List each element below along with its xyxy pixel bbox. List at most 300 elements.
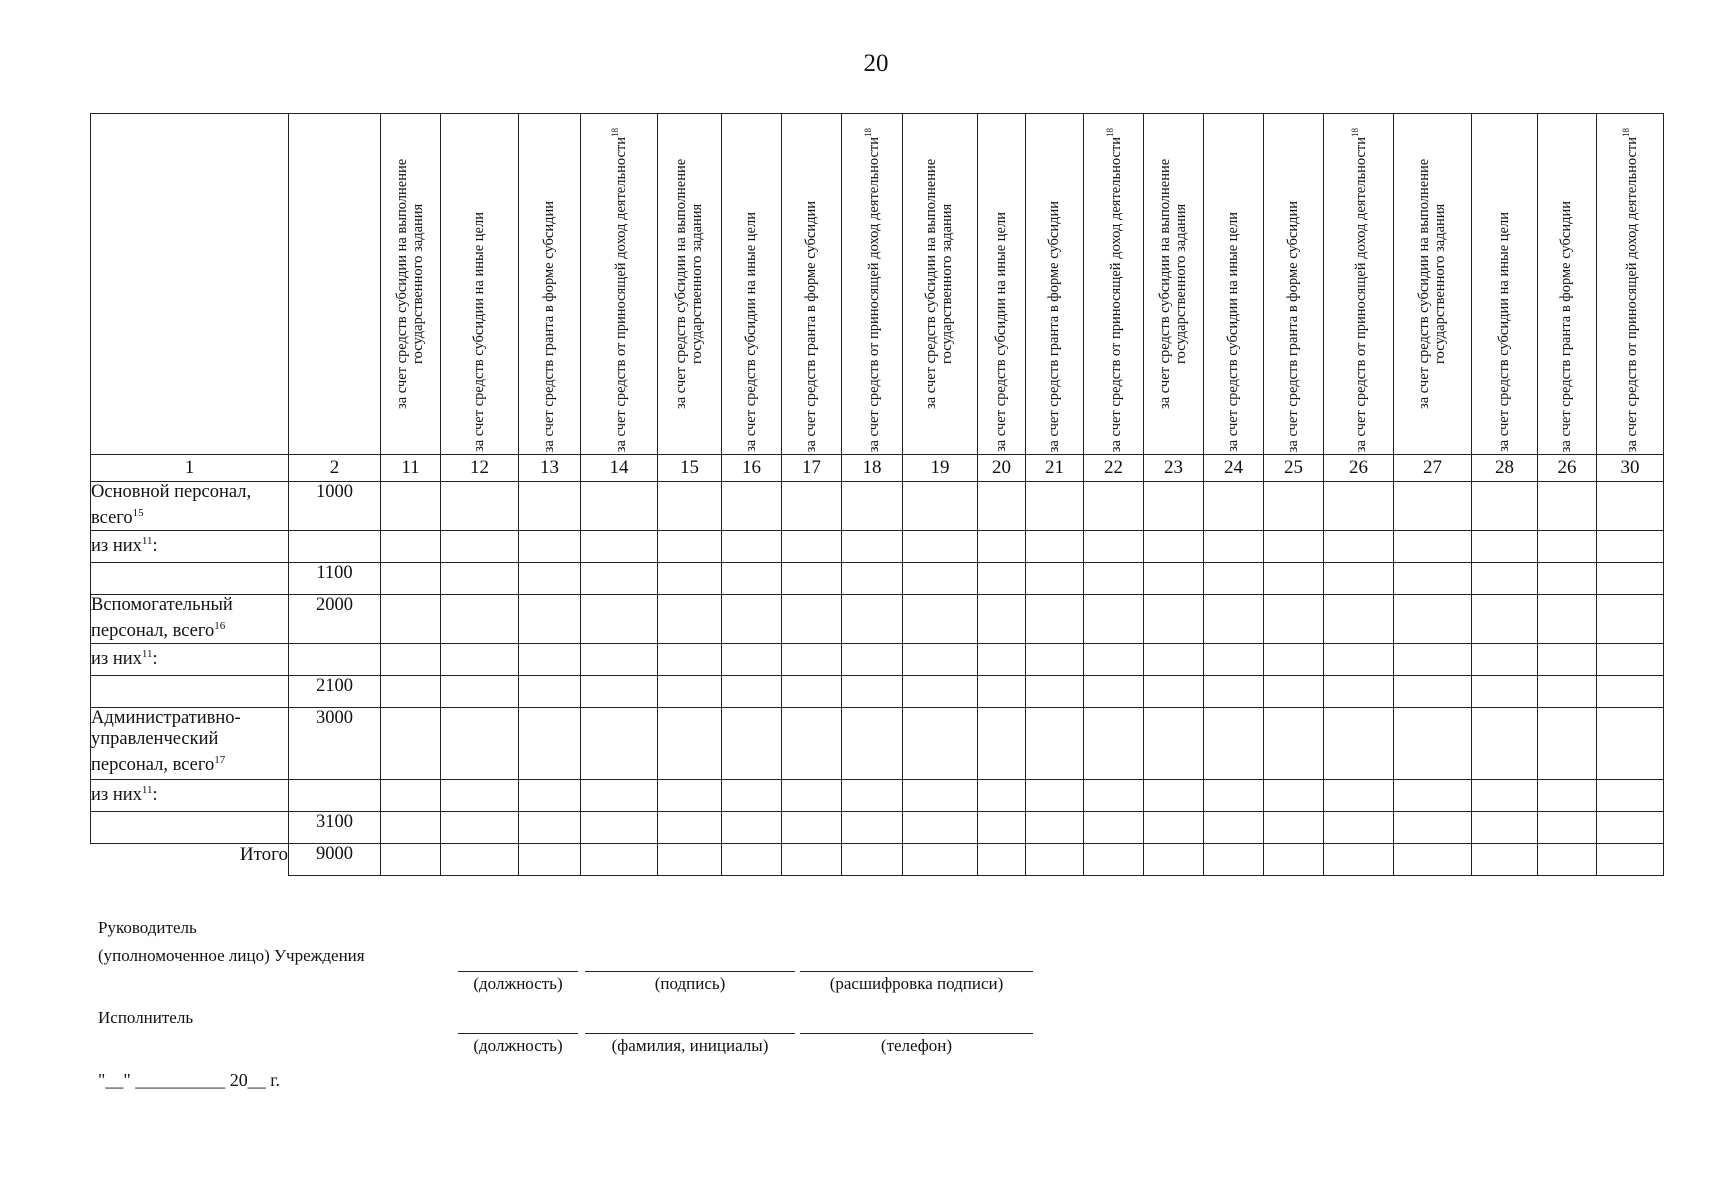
data-cell[interactable] bbox=[1026, 563, 1084, 595]
header-col-text: за счет средств гранта в форме субсидии bbox=[1045, 200, 1062, 452]
data-cell[interactable] bbox=[1204, 563, 1264, 595]
data-cell[interactable] bbox=[1394, 482, 1472, 531]
data-cell[interactable] bbox=[381, 708, 441, 780]
column-number: 11 bbox=[381, 455, 441, 482]
data-cell[interactable] bbox=[1264, 844, 1324, 876]
header-col-21 bbox=[1538, 114, 1597, 455]
data-cell[interactable] bbox=[581, 563, 658, 595]
data-cell[interactable] bbox=[903, 531, 978, 563]
data-cell[interactable] bbox=[441, 708, 519, 780]
executor-name-caption: (фамилия, инициалы) bbox=[585, 1033, 795, 1056]
header-col-15 bbox=[1144, 114, 1204, 455]
data-cell[interactable] bbox=[658, 531, 722, 563]
data-cell[interactable] bbox=[1394, 812, 1472, 844]
data-cell[interactable] bbox=[1026, 844, 1084, 876]
header-col-text: за счет средств от приносящей доход деятельности$^{18}$ bbox=[1349, 127, 1369, 452]
data-cell[interactable] bbox=[1144, 708, 1204, 780]
data-cell[interactable] bbox=[1084, 595, 1144, 644]
data-cell[interactable] bbox=[1144, 676, 1204, 708]
data-cell[interactable] bbox=[1597, 482, 1664, 531]
data-cell[interactable] bbox=[1264, 595, 1324, 644]
header-col-text: за счет средств субсидии на выполнение государственного задания bbox=[393, 158, 426, 410]
data-cell[interactable] bbox=[782, 644, 842, 676]
data-cell[interactable] bbox=[1394, 708, 1472, 780]
data-cell[interactable] bbox=[1084, 644, 1144, 676]
data-cell[interactable] bbox=[1026, 482, 1084, 531]
total-code: 9000 bbox=[289, 844, 381, 876]
data-cell[interactable] bbox=[722, 644, 782, 676]
row-code: 2000 bbox=[289, 595, 381, 644]
data-cell[interactable] bbox=[978, 812, 1026, 844]
row-label: Основной персонал, всего$^{15}$ bbox=[91, 482, 289, 531]
data-cell[interactable] bbox=[381, 844, 441, 876]
header-col-7 bbox=[658, 114, 722, 455]
data-cell[interactable] bbox=[842, 482, 903, 531]
column-number: 24 bbox=[1204, 455, 1264, 482]
data-cell[interactable] bbox=[519, 812, 581, 844]
data-cell[interactable] bbox=[1394, 531, 1472, 563]
header-col-text: за счет средств от приносящей доход деятельности$^{18}$ bbox=[1621, 127, 1640, 452]
data-cell[interactable] bbox=[903, 563, 978, 595]
data-cell[interactable] bbox=[1084, 812, 1144, 844]
header-col-11 bbox=[903, 114, 978, 455]
data-cell[interactable] bbox=[978, 531, 1026, 563]
data-cell[interactable] bbox=[903, 844, 978, 876]
header-col-text: за счет средств субсидии на выполнение государственного задания bbox=[672, 158, 705, 410]
header-col-text: за счет средств от приносящей доход деятельности$^{18}$ bbox=[1104, 127, 1124, 452]
data-cell[interactable] bbox=[1084, 531, 1144, 563]
data-cell[interactable] bbox=[1026, 531, 1084, 563]
data-cell[interactable] bbox=[1394, 844, 1472, 876]
column-number: 28 bbox=[1472, 455, 1538, 482]
data-cell[interactable] bbox=[519, 563, 581, 595]
header-col-16 bbox=[1204, 114, 1264, 455]
data-cell[interactable] bbox=[1026, 644, 1084, 676]
data-cell[interactable] bbox=[1144, 531, 1204, 563]
row-code bbox=[289, 531, 381, 563]
data-cell[interactable] bbox=[978, 676, 1026, 708]
data-cell[interactable] bbox=[1144, 812, 1204, 844]
data-cell[interactable] bbox=[903, 644, 978, 676]
data-cell[interactable] bbox=[1597, 531, 1664, 563]
data-cell[interactable] bbox=[1264, 812, 1324, 844]
row-label: из них$^{11}$: bbox=[91, 644, 289, 676]
staff-form-table bbox=[90, 113, 1664, 876]
data-cell[interactable] bbox=[782, 812, 842, 844]
data-cell[interactable] bbox=[1597, 812, 1664, 844]
data-cell[interactable] bbox=[903, 780, 978, 812]
data-cell[interactable] bbox=[658, 780, 722, 812]
data-cell[interactable] bbox=[1264, 644, 1324, 676]
data-cell[interactable] bbox=[1264, 482, 1324, 531]
data-cell[interactable] bbox=[519, 644, 581, 676]
data-cell[interactable] bbox=[903, 676, 978, 708]
data-cell[interactable] bbox=[1538, 780, 1597, 812]
head-position-caption: (должность) bbox=[458, 971, 578, 994]
row-code bbox=[289, 644, 381, 676]
column-number: 21 bbox=[1026, 455, 1084, 482]
data-cell[interactable] bbox=[519, 531, 581, 563]
data-cell[interactable] bbox=[519, 595, 581, 644]
head-label-line2: (уполномоченное лицо) Учреждения bbox=[98, 946, 365, 965]
data-cell[interactable] bbox=[441, 563, 519, 595]
data-cell[interactable] bbox=[381, 531, 441, 563]
data-cell[interactable] bbox=[519, 482, 581, 531]
column-number: 26 bbox=[1324, 455, 1394, 482]
data-cell[interactable] bbox=[903, 482, 978, 531]
data-cell[interactable] bbox=[1084, 844, 1144, 876]
header-col-13 bbox=[1026, 114, 1084, 455]
data-cell[interactable] bbox=[1144, 563, 1204, 595]
data-cell[interactable] bbox=[722, 844, 782, 876]
header-col-text: за счет средств гранта в форме субсидии bbox=[1558, 200, 1574, 452]
data-cell[interactable] bbox=[722, 482, 782, 531]
data-cell[interactable] bbox=[519, 780, 581, 812]
data-cell[interactable] bbox=[722, 531, 782, 563]
data-cell[interactable] bbox=[1472, 563, 1538, 595]
head-label bbox=[98, 918, 365, 966]
column-number: 20 bbox=[978, 455, 1026, 482]
data-cell[interactable] bbox=[1394, 595, 1472, 644]
table-row bbox=[91, 531, 1664, 563]
data-cell[interactable] bbox=[1597, 844, 1664, 876]
data-cell[interactable] bbox=[1084, 482, 1144, 531]
header-col-text: за счет средств гранта в форме субсидии bbox=[1284, 200, 1301, 452]
data-cell[interactable] bbox=[978, 482, 1026, 531]
header-col-22 bbox=[1597, 114, 1664, 455]
data-cell[interactable] bbox=[1472, 482, 1538, 531]
data-cell[interactable] bbox=[658, 844, 722, 876]
data-cell[interactable] bbox=[658, 644, 722, 676]
data-cell[interactable] bbox=[1597, 644, 1664, 676]
data-cell[interactable] bbox=[581, 844, 658, 876]
data-cell[interactable] bbox=[722, 780, 782, 812]
data-cell[interactable] bbox=[1394, 563, 1472, 595]
data-cell[interactable] bbox=[581, 676, 658, 708]
data-cell[interactable] bbox=[1394, 676, 1472, 708]
data-cell[interactable] bbox=[658, 812, 722, 844]
data-cell[interactable] bbox=[1084, 780, 1144, 812]
header-col-text: за счет средств от приносящей доход деятельности$^{18}$ bbox=[610, 127, 629, 452]
data-cell[interactable] bbox=[441, 676, 519, 708]
data-cell[interactable] bbox=[842, 708, 903, 780]
data-cell[interactable] bbox=[658, 676, 722, 708]
column-number: 26 bbox=[1538, 455, 1597, 482]
page-number: 20 bbox=[863, 50, 889, 77]
data-cell[interactable] bbox=[1324, 482, 1394, 531]
column-number: 14 bbox=[581, 455, 658, 482]
executor-label: Исполнитель bbox=[98, 1008, 194, 1027]
data-cell[interactable] bbox=[581, 708, 658, 780]
data-cell[interactable] bbox=[722, 676, 782, 708]
header-col-4 bbox=[441, 114, 519, 455]
data-cell[interactable] bbox=[842, 812, 903, 844]
data-cell[interactable] bbox=[1204, 482, 1264, 531]
table-row bbox=[91, 780, 1664, 812]
data-cell[interactable] bbox=[1026, 676, 1084, 708]
data-cell[interactable] bbox=[658, 563, 722, 595]
data-cell[interactable] bbox=[903, 812, 978, 844]
data-cell[interactable] bbox=[1324, 644, 1394, 676]
data-cell[interactable] bbox=[1597, 708, 1664, 780]
header-col-20 bbox=[1472, 114, 1538, 455]
data-cell[interactable] bbox=[581, 531, 658, 563]
data-cell[interactable] bbox=[842, 676, 903, 708]
row-code: 3100 bbox=[289, 812, 381, 844]
header-col-19 bbox=[1394, 114, 1472, 455]
header-col-text: за счет средств субсидии на выполнение государственного задания bbox=[1415, 158, 1448, 410]
header-col-12 bbox=[978, 114, 1026, 455]
head-signature-caption: (подпись) bbox=[585, 971, 795, 994]
data-cell[interactable] bbox=[978, 563, 1026, 595]
data-cell[interactable] bbox=[1144, 780, 1204, 812]
data-cell[interactable] bbox=[842, 595, 903, 644]
data-cell[interactable] bbox=[441, 780, 519, 812]
column-number: 25 bbox=[1264, 455, 1324, 482]
data-cell[interactable] bbox=[441, 531, 519, 563]
data-cell[interactable] bbox=[1204, 708, 1264, 780]
data-cell[interactable] bbox=[1472, 780, 1538, 812]
data-cell[interactable] bbox=[842, 563, 903, 595]
data-cell[interactable] bbox=[978, 644, 1026, 676]
data-cell[interactable] bbox=[519, 844, 581, 876]
column-number: 23 bbox=[1144, 455, 1204, 482]
data-cell[interactable] bbox=[441, 595, 519, 644]
data-cell[interactable] bbox=[1597, 595, 1664, 644]
table-header-row bbox=[91, 114, 1664, 455]
column-number: 12 bbox=[441, 455, 519, 482]
data-cell[interactable] bbox=[782, 844, 842, 876]
data-cell[interactable] bbox=[978, 844, 1026, 876]
table-row bbox=[91, 812, 1664, 844]
column-number: 17 bbox=[782, 455, 842, 482]
data-cell[interactable] bbox=[519, 708, 581, 780]
table-row bbox=[91, 644, 1664, 676]
data-cell[interactable] bbox=[1204, 676, 1264, 708]
data-cell[interactable] bbox=[381, 644, 441, 676]
data-cell[interactable] bbox=[581, 595, 658, 644]
header-col-text: за счет средств субсидии на иные цели bbox=[470, 212, 487, 452]
data-cell[interactable] bbox=[581, 482, 658, 531]
data-cell[interactable] bbox=[1394, 644, 1472, 676]
table-row bbox=[91, 676, 1664, 708]
data-cell[interactable] bbox=[722, 708, 782, 780]
data-cell[interactable] bbox=[1597, 676, 1664, 708]
data-cell[interactable] bbox=[1324, 812, 1394, 844]
data-cell[interactable] bbox=[782, 708, 842, 780]
data-cell[interactable] bbox=[1264, 708, 1324, 780]
data-cell[interactable] bbox=[1264, 531, 1324, 563]
row-label: из них$^{11}$: bbox=[91, 780, 289, 812]
row-code: 2100 bbox=[289, 676, 381, 708]
row-code: 3000 bbox=[289, 708, 381, 780]
data-cell[interactable] bbox=[842, 844, 903, 876]
header-col-text: за счет средств субсидии на выполнение государственного задания bbox=[923, 158, 955, 410]
data-cell[interactable] bbox=[722, 563, 782, 595]
column-number: 2 bbox=[289, 455, 381, 482]
data-cell[interactable] bbox=[1538, 563, 1597, 595]
data-cell[interactable] bbox=[381, 482, 441, 531]
data-cell[interactable] bbox=[842, 531, 903, 563]
row-code: 1100 bbox=[289, 563, 381, 595]
executor-phone-caption: (телефон) bbox=[800, 1033, 1033, 1056]
table-row bbox=[91, 482, 1664, 531]
data-cell[interactable] bbox=[658, 708, 722, 780]
data-cell[interactable] bbox=[1597, 780, 1664, 812]
data-cell[interactable] bbox=[1144, 644, 1204, 676]
header-col-text: за счет средств гранта в форме субсидии bbox=[540, 200, 557, 452]
data-cell[interactable] bbox=[1264, 563, 1324, 595]
header-col-text: за счет средств субсидии на выполнение государственного задания bbox=[1156, 158, 1189, 410]
data-cell[interactable] bbox=[1324, 676, 1394, 708]
data-cell[interactable] bbox=[1204, 531, 1264, 563]
data-cell[interactable] bbox=[1324, 595, 1394, 644]
data-cell[interactable] bbox=[381, 676, 441, 708]
column-number: 15 bbox=[658, 455, 722, 482]
data-cell[interactable] bbox=[1084, 676, 1144, 708]
row-code: 1000 bbox=[289, 482, 381, 531]
data-cell[interactable] bbox=[1324, 708, 1394, 780]
data-cell[interactable] bbox=[1472, 708, 1538, 780]
data-cell[interactable] bbox=[1324, 780, 1394, 812]
data-cell[interactable] bbox=[381, 595, 441, 644]
data-cell[interactable] bbox=[1144, 595, 1204, 644]
data-cell[interactable] bbox=[1472, 812, 1538, 844]
total-label: Итого bbox=[91, 844, 289, 876]
header-col-text: за счет средств субсидии на иные цели bbox=[992, 212, 1009, 452]
column-number: 27 bbox=[1394, 455, 1472, 482]
row-label: Вспомогательный персонал, всего$^{16}$ bbox=[91, 595, 289, 644]
data-cell[interactable] bbox=[842, 644, 903, 676]
data-cell[interactable] bbox=[1472, 844, 1538, 876]
data-cell[interactable] bbox=[1026, 595, 1084, 644]
header-col-3 bbox=[381, 114, 441, 455]
data-cell[interactable] bbox=[1026, 708, 1084, 780]
data-cell[interactable] bbox=[1204, 644, 1264, 676]
data-cell[interactable] bbox=[722, 812, 782, 844]
data-cell[interactable] bbox=[658, 482, 722, 531]
data-cell[interactable] bbox=[1324, 563, 1394, 595]
data-cell[interactable] bbox=[441, 482, 519, 531]
data-cell[interactable] bbox=[1472, 676, 1538, 708]
data-cell[interactable] bbox=[842, 780, 903, 812]
header-col-17 bbox=[1264, 114, 1324, 455]
data-cell[interactable] bbox=[782, 676, 842, 708]
data-cell[interactable] bbox=[1144, 844, 1204, 876]
data-cell[interactable] bbox=[1538, 482, 1597, 531]
total-row bbox=[91, 844, 1664, 876]
data-cell[interactable] bbox=[1538, 708, 1597, 780]
data-cell[interactable] bbox=[581, 644, 658, 676]
data-cell[interactable] bbox=[1538, 644, 1597, 676]
data-cell[interactable] bbox=[1204, 595, 1264, 644]
executor-position-caption: (должность) bbox=[458, 1033, 578, 1056]
data-cell[interactable] bbox=[1472, 595, 1538, 644]
header-col-8 bbox=[722, 114, 782, 455]
data-cell[interactable] bbox=[1204, 812, 1264, 844]
data-cell[interactable] bbox=[1144, 482, 1204, 531]
header-col-14 bbox=[1084, 114, 1144, 455]
data-cell[interactable] bbox=[722, 595, 782, 644]
data-cell[interactable] bbox=[441, 644, 519, 676]
header-col-text: за счет средств гранта в форме субсидии bbox=[802, 200, 819, 452]
data-cell[interactable] bbox=[1026, 812, 1084, 844]
column-number: 19 bbox=[903, 455, 978, 482]
data-cell[interactable] bbox=[658, 595, 722, 644]
data-cell[interactable] bbox=[1538, 676, 1597, 708]
data-cell[interactable] bbox=[782, 563, 842, 595]
data-cell[interactable] bbox=[441, 812, 519, 844]
header-col-text: за счет средств субсидии на иные цели bbox=[1224, 212, 1241, 452]
row-label bbox=[91, 563, 289, 595]
data-cell[interactable] bbox=[903, 708, 978, 780]
data-cell[interactable] bbox=[782, 595, 842, 644]
data-cell[interactable] bbox=[1084, 563, 1144, 595]
data-cell[interactable] bbox=[782, 780, 842, 812]
data-cell[interactable] bbox=[978, 595, 1026, 644]
header-col-6 bbox=[581, 114, 658, 455]
header-col-18 bbox=[1324, 114, 1394, 455]
data-cell[interactable] bbox=[1597, 563, 1664, 595]
data-cell[interactable] bbox=[903, 595, 978, 644]
data-cell[interactable] bbox=[1324, 531, 1394, 563]
table-row bbox=[91, 563, 1664, 595]
data-cell[interactable] bbox=[978, 780, 1026, 812]
data-cell[interactable] bbox=[1538, 595, 1597, 644]
data-cell[interactable] bbox=[581, 812, 658, 844]
data-cell[interactable] bbox=[978, 708, 1026, 780]
data-cell[interactable] bbox=[441, 844, 519, 876]
column-number: 22 bbox=[1084, 455, 1144, 482]
data-cell[interactable] bbox=[381, 780, 441, 812]
head-label-line1: Руководитель bbox=[98, 918, 197, 937]
row-label bbox=[91, 812, 289, 844]
row-label: из них$^{11}$: bbox=[91, 531, 289, 563]
header-col-5 bbox=[519, 114, 581, 455]
data-cell[interactable] bbox=[1264, 676, 1324, 708]
data-cell[interactable] bbox=[519, 676, 581, 708]
head-decoding-caption: (расшифровка подписи) bbox=[800, 971, 1033, 994]
header-col-text: за счет средств субсидии на иные цели bbox=[1495, 212, 1512, 452]
data-cell[interactable] bbox=[381, 563, 441, 595]
data-cell[interactable] bbox=[1538, 812, 1597, 844]
column-number: 1 bbox=[91, 455, 289, 482]
data-cell[interactable] bbox=[1324, 844, 1394, 876]
column-number: 13 bbox=[519, 455, 581, 482]
data-cell[interactable] bbox=[1026, 780, 1084, 812]
data-cell[interactable] bbox=[1204, 844, 1264, 876]
column-number: 16 bbox=[722, 455, 782, 482]
data-cell[interactable] bbox=[1538, 844, 1597, 876]
data-cell[interactable] bbox=[1084, 708, 1144, 780]
data-cell[interactable] bbox=[1264, 780, 1324, 812]
data-cell[interactable] bbox=[1538, 531, 1597, 563]
column-number-row bbox=[91, 455, 1664, 482]
data-cell[interactable] bbox=[1394, 780, 1472, 812]
data-cell[interactable] bbox=[782, 482, 842, 531]
date-line: "__" __________ 20__ г. bbox=[98, 1070, 281, 1090]
table-row bbox=[91, 708, 1664, 780]
header-blank-col-1 bbox=[91, 114, 289, 455]
data-cell[interactable] bbox=[782, 531, 842, 563]
table-row bbox=[91, 595, 1664, 644]
data-cell[interactable] bbox=[581, 780, 658, 812]
data-cell[interactable] bbox=[1204, 780, 1264, 812]
data-cell[interactable] bbox=[381, 812, 441, 844]
data-cell[interactable] bbox=[1472, 531, 1538, 563]
row-label: Административно-управленческий персонал, всего$^{17}$ bbox=[91, 708, 289, 780]
data-cell[interactable] bbox=[1472, 644, 1538, 676]
